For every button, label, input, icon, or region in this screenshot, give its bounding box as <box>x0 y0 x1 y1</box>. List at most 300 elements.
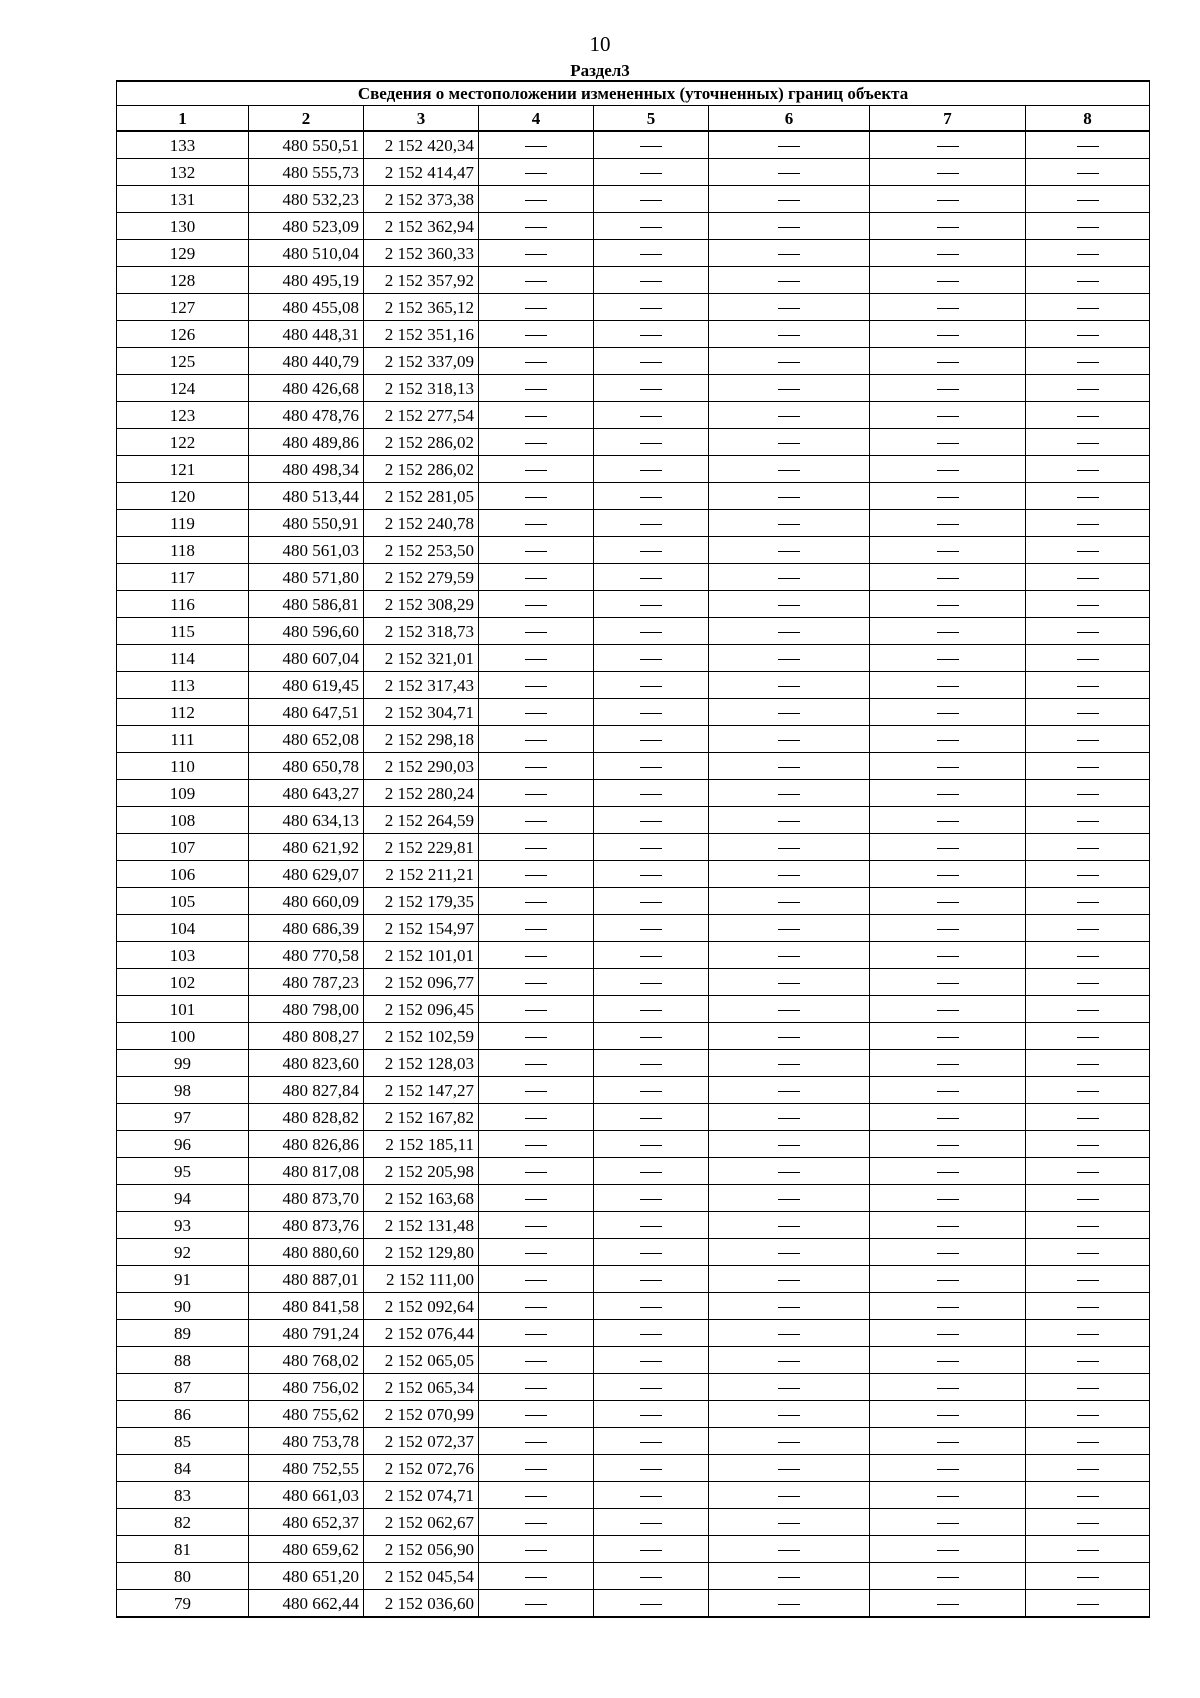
empty-cell <box>594 402 709 429</box>
dash-mark <box>525 1118 547 1119</box>
point-number-cell: 126 <box>117 321 249 348</box>
dash-mark <box>778 902 800 903</box>
empty-cell <box>479 1374 594 1401</box>
empty-cell <box>870 1590 1026 1618</box>
empty-cell <box>479 375 594 402</box>
dash-mark <box>525 1199 547 1200</box>
point-number-cell: 84 <box>117 1455 249 1482</box>
table-row <box>117 240 1150 267</box>
empty-cell <box>1026 1590 1150 1618</box>
dash-mark <box>937 1550 959 1551</box>
dash-mark <box>525 416 547 417</box>
empty-cell <box>1026 186 1150 213</box>
point-number-cell: 94 <box>117 1185 249 1212</box>
column-header: 3 <box>364 106 479 132</box>
dash-mark <box>525 389 547 390</box>
table-row <box>117 564 1150 591</box>
dash-mark <box>1077 1496 1099 1497</box>
empty-cell <box>479 456 594 483</box>
empty-cell <box>709 1293 870 1320</box>
empty-cell <box>594 1077 709 1104</box>
empty-cell <box>594 1347 709 1374</box>
empty-cell <box>1026 1455 1150 1482</box>
dash-mark <box>525 551 547 552</box>
empty-cell <box>709 456 870 483</box>
x-coordinate-cell: 480 828,82 <box>249 1104 364 1131</box>
dash-mark <box>778 929 800 930</box>
dash-mark <box>525 173 547 174</box>
empty-cell <box>479 1023 594 1050</box>
point-number-cell: 106 <box>117 861 249 888</box>
dash-mark <box>640 1010 662 1011</box>
dash-mark <box>937 902 959 903</box>
x-coordinate-cell: 480 510,04 <box>249 240 364 267</box>
dash-mark <box>525 470 547 471</box>
y-coordinate-cell: 2 152 072,76 <box>364 1455 479 1482</box>
empty-cell <box>594 564 709 591</box>
table-row <box>117 618 1150 645</box>
dash-mark <box>640 821 662 822</box>
empty-cell <box>594 537 709 564</box>
dash-mark <box>778 443 800 444</box>
y-coordinate-cell: 2 152 279,59 <box>364 564 479 591</box>
table-row <box>117 375 1150 402</box>
empty-cell <box>709 483 870 510</box>
dash-mark <box>525 443 547 444</box>
empty-cell <box>479 996 594 1023</box>
point-number-cell: 132 <box>117 159 249 186</box>
dash-mark <box>778 1496 800 1497</box>
empty-cell <box>1026 807 1150 834</box>
empty-cell <box>709 1023 870 1050</box>
empty-cell <box>594 1509 709 1536</box>
dash-mark <box>640 1118 662 1119</box>
empty-cell <box>594 591 709 618</box>
empty-cell <box>479 672 594 699</box>
dash-mark <box>778 1037 800 1038</box>
dash-mark <box>778 1334 800 1335</box>
y-coordinate-cell: 2 152 096,77 <box>364 969 479 996</box>
dash-mark <box>640 362 662 363</box>
empty-cell <box>1026 1347 1150 1374</box>
dash-mark <box>937 983 959 984</box>
column-number-row <box>117 106 1150 132</box>
empty-cell <box>709 294 870 321</box>
point-number-cell: 118 <box>117 537 249 564</box>
table-row <box>117 294 1150 321</box>
y-coordinate-cell: 2 152 045,54 <box>364 1563 479 1590</box>
empty-cell <box>594 159 709 186</box>
point-number-cell: 108 <box>117 807 249 834</box>
empty-cell <box>479 726 594 753</box>
empty-cell <box>870 1266 1026 1293</box>
empty-cell <box>479 1104 594 1131</box>
x-coordinate-cell: 480 448,31 <box>249 321 364 348</box>
empty-cell <box>594 1590 709 1618</box>
x-coordinate-cell: 480 686,39 <box>249 915 364 942</box>
x-coordinate-cell: 480 768,02 <box>249 1347 364 1374</box>
dash-mark <box>525 524 547 525</box>
empty-cell <box>709 213 870 240</box>
dash-mark <box>1077 1010 1099 1011</box>
empty-cell <box>479 267 594 294</box>
dash-mark <box>1077 1037 1099 1038</box>
point-number-cell: 79 <box>117 1590 249 1618</box>
x-coordinate-cell: 480 651,20 <box>249 1563 364 1590</box>
empty-cell <box>870 1023 1026 1050</box>
empty-cell <box>709 159 870 186</box>
dash-mark <box>937 308 959 309</box>
dash-mark <box>640 740 662 741</box>
dash-mark <box>1077 1469 1099 1470</box>
empty-cell <box>709 996 870 1023</box>
point-number-cell: 97 <box>117 1104 249 1131</box>
empty-cell <box>870 294 1026 321</box>
empty-cell <box>709 240 870 267</box>
x-coordinate-cell: 480 823,60 <box>249 1050 364 1077</box>
empty-cell <box>870 1536 1026 1563</box>
dash-mark <box>778 686 800 687</box>
dash-mark <box>525 956 547 957</box>
table-row <box>117 321 1150 348</box>
y-coordinate-cell: 2 152 096,45 <box>364 996 479 1023</box>
empty-cell <box>870 807 1026 834</box>
y-coordinate-cell: 2 152 317,43 <box>364 672 479 699</box>
y-coordinate-cell: 2 152 298,18 <box>364 726 479 753</box>
empty-cell <box>1026 672 1150 699</box>
dash-mark <box>778 146 800 147</box>
empty-cell <box>594 834 709 861</box>
dash-mark <box>525 335 547 336</box>
dash-mark <box>640 929 662 930</box>
y-coordinate-cell: 2 152 304,71 <box>364 699 479 726</box>
dash-mark <box>525 281 547 282</box>
dash-mark <box>640 1253 662 1254</box>
point-number-cell: 114 <box>117 645 249 672</box>
table-body <box>117 131 1150 1617</box>
dash-mark <box>525 902 547 903</box>
y-coordinate-cell: 2 152 211,21 <box>364 861 479 888</box>
empty-cell <box>479 429 594 456</box>
dash-mark <box>937 632 959 633</box>
empty-cell <box>1026 699 1150 726</box>
empty-cell <box>709 1077 870 1104</box>
empty-cell <box>709 1482 870 1509</box>
y-coordinate-cell: 2 152 414,47 <box>364 159 479 186</box>
empty-cell <box>479 294 594 321</box>
empty-cell <box>594 942 709 969</box>
empty-cell <box>709 1212 870 1239</box>
dash-mark <box>525 875 547 876</box>
dash-mark <box>525 821 547 822</box>
y-coordinate-cell: 2 152 179,35 <box>364 888 479 915</box>
empty-cell <box>709 915 870 942</box>
dash-mark <box>1077 713 1099 714</box>
y-coordinate-cell: 2 152 318,13 <box>364 375 479 402</box>
point-number-cell: 81 <box>117 1536 249 1563</box>
x-coordinate-cell: 480 755,62 <box>249 1401 364 1428</box>
empty-cell <box>709 321 870 348</box>
dash-mark <box>640 659 662 660</box>
dash-mark <box>1077 389 1099 390</box>
empty-cell <box>1026 1158 1150 1185</box>
dash-mark <box>778 632 800 633</box>
empty-cell <box>1026 564 1150 591</box>
empty-cell <box>1026 348 1150 375</box>
dash-mark <box>640 1469 662 1470</box>
x-coordinate-cell: 480 659,62 <box>249 1536 364 1563</box>
empty-cell <box>1026 645 1150 672</box>
empty-cell <box>1026 1401 1150 1428</box>
empty-cell <box>709 375 870 402</box>
table-row <box>117 1428 1150 1455</box>
point-number-cell: 129 <box>117 240 249 267</box>
empty-cell <box>1026 131 1150 159</box>
dash-mark <box>525 1226 547 1227</box>
column-header: 6 <box>709 106 870 132</box>
dash-mark <box>778 1469 800 1470</box>
empty-cell <box>594 1536 709 1563</box>
empty-cell <box>479 1131 594 1158</box>
empty-cell <box>1026 267 1150 294</box>
empty-cell <box>594 240 709 267</box>
table-row <box>117 1482 1150 1509</box>
x-coordinate-cell: 480 523,09 <box>249 213 364 240</box>
point-number-cell: 109 <box>117 780 249 807</box>
dash-mark <box>1077 578 1099 579</box>
dash-mark <box>937 821 959 822</box>
dash-mark <box>525 686 547 687</box>
dash-mark <box>640 146 662 147</box>
empty-cell <box>709 1401 870 1428</box>
x-coordinate-cell: 480 561,03 <box>249 537 364 564</box>
empty-cell <box>1026 1293 1150 1320</box>
dash-mark <box>937 1577 959 1578</box>
dash-mark <box>525 1334 547 1335</box>
y-coordinate-cell: 2 152 373,38 <box>364 186 479 213</box>
section-title: Раздел3 <box>570 61 630 80</box>
empty-cell <box>1026 1077 1150 1104</box>
dash-mark <box>1077 794 1099 795</box>
dash-mark <box>937 1145 959 1146</box>
empty-cell <box>870 1050 1026 1077</box>
empty-cell <box>479 1185 594 1212</box>
dash-mark <box>525 1010 547 1011</box>
empty-cell <box>479 888 594 915</box>
empty-cell <box>594 618 709 645</box>
empty-cell <box>479 699 594 726</box>
dash-mark <box>525 767 547 768</box>
dash-mark <box>778 1442 800 1443</box>
dash-mark <box>937 1199 959 1200</box>
empty-cell <box>594 996 709 1023</box>
empty-cell <box>709 699 870 726</box>
column-header: 2 <box>249 106 364 132</box>
dash-mark <box>937 1523 959 1524</box>
dash-mark <box>778 173 800 174</box>
empty-cell <box>479 483 594 510</box>
empty-cell <box>479 1509 594 1536</box>
dash-mark <box>937 767 959 768</box>
empty-cell <box>1026 1428 1150 1455</box>
x-coordinate-cell: 480 787,23 <box>249 969 364 996</box>
dash-mark <box>640 1199 662 1200</box>
point-number-cell: 89 <box>117 1320 249 1347</box>
dash-mark <box>778 551 800 552</box>
empty-cell <box>1026 429 1150 456</box>
dash-mark <box>937 740 959 741</box>
empty-cell <box>1026 1320 1150 1347</box>
dash-mark <box>937 362 959 363</box>
dash-mark <box>525 1415 547 1416</box>
dash-mark <box>937 1064 959 1065</box>
dash-mark <box>1077 335 1099 336</box>
y-coordinate-cell: 2 152 277,54 <box>364 402 479 429</box>
x-coordinate-cell: 480 455,08 <box>249 294 364 321</box>
dash-mark <box>937 281 959 282</box>
empty-cell <box>479 618 594 645</box>
point-number-cell: 113 <box>117 672 249 699</box>
dash-mark <box>937 335 959 336</box>
table-row <box>117 942 1150 969</box>
dash-mark <box>525 1172 547 1173</box>
dash-mark <box>525 1523 547 1524</box>
dash-mark <box>525 146 547 147</box>
empty-cell <box>1026 1482 1150 1509</box>
x-coordinate-cell: 480 571,80 <box>249 564 364 591</box>
dash-mark <box>640 200 662 201</box>
empty-cell <box>870 321 1026 348</box>
y-coordinate-cell: 2 152 318,73 <box>364 618 479 645</box>
x-coordinate-cell: 480 652,37 <box>249 1509 364 1536</box>
empty-cell <box>709 402 870 429</box>
dash-mark <box>640 1226 662 1227</box>
table-row <box>117 1563 1150 1590</box>
empty-cell <box>594 1455 709 1482</box>
point-number-cell: 86 <box>117 1401 249 1428</box>
x-coordinate-cell: 480 808,27 <box>249 1023 364 1050</box>
dash-mark <box>1077 416 1099 417</box>
empty-cell <box>709 645 870 672</box>
empty-cell <box>1026 1563 1150 1590</box>
empty-cell <box>594 1104 709 1131</box>
y-coordinate-cell: 2 152 229,81 <box>364 834 479 861</box>
dash-mark <box>1077 227 1099 228</box>
dash-mark <box>1077 1361 1099 1362</box>
empty-cell <box>594 1320 709 1347</box>
y-coordinate-cell: 2 152 102,59 <box>364 1023 479 1050</box>
y-coordinate-cell: 2 152 286,02 <box>364 429 479 456</box>
dash-mark <box>640 1496 662 1497</box>
table-row <box>117 1320 1150 1347</box>
dash-mark <box>778 1199 800 1200</box>
table-row <box>117 699 1150 726</box>
x-coordinate-cell: 480 489,86 <box>249 429 364 456</box>
empty-cell <box>1026 996 1150 1023</box>
table-row <box>117 429 1150 456</box>
point-number-cell: 100 <box>117 1023 249 1050</box>
empty-cell <box>1026 780 1150 807</box>
empty-cell <box>479 1590 594 1618</box>
x-coordinate-cell: 480 586,81 <box>249 591 364 618</box>
x-coordinate-cell: 480 440,79 <box>249 348 364 375</box>
y-coordinate-cell: 2 152 205,98 <box>364 1158 479 1185</box>
dash-mark <box>640 281 662 282</box>
column-header: 4 <box>479 106 594 132</box>
point-number-cell: 125 <box>117 348 249 375</box>
empty-cell <box>870 456 1026 483</box>
point-number-cell: 107 <box>117 834 249 861</box>
dash-mark <box>525 362 547 363</box>
empty-cell <box>479 591 594 618</box>
dash-mark <box>778 1253 800 1254</box>
dash-mark <box>778 1523 800 1524</box>
dash-mark <box>778 1145 800 1146</box>
empty-cell <box>870 1212 1026 1239</box>
point-number-cell: 96 <box>117 1131 249 1158</box>
point-number-cell: 121 <box>117 456 249 483</box>
dash-mark <box>640 308 662 309</box>
dash-mark <box>525 794 547 795</box>
dash-mark <box>640 1442 662 1443</box>
dash-mark <box>937 1037 959 1038</box>
empty-cell <box>479 1320 594 1347</box>
dash-mark <box>1077 146 1099 147</box>
empty-cell <box>594 699 709 726</box>
point-number-cell: 88 <box>117 1347 249 1374</box>
dash-mark <box>937 1091 959 1092</box>
dash-mark <box>640 497 662 498</box>
dash-mark <box>640 1577 662 1578</box>
y-coordinate-cell: 2 152 062,67 <box>364 1509 479 1536</box>
x-coordinate-cell: 480 873,76 <box>249 1212 364 1239</box>
empty-cell <box>709 1509 870 1536</box>
dash-mark <box>937 659 959 660</box>
table-row <box>117 888 1150 915</box>
dash-mark <box>525 497 547 498</box>
dash-mark <box>778 605 800 606</box>
x-coordinate-cell: 480 770,58 <box>249 942 364 969</box>
empty-cell <box>709 807 870 834</box>
table-row <box>117 1050 1150 1077</box>
x-coordinate-cell: 480 426,68 <box>249 375 364 402</box>
dash-mark <box>640 1550 662 1551</box>
table-row <box>117 726 1150 753</box>
point-number-cell: 115 <box>117 618 249 645</box>
dash-mark <box>525 1577 547 1578</box>
dash-mark <box>640 173 662 174</box>
empty-cell <box>870 1482 1026 1509</box>
empty-cell <box>870 213 1026 240</box>
dash-mark <box>1077 254 1099 255</box>
x-coordinate-cell: 480 629,07 <box>249 861 364 888</box>
empty-cell <box>594 1428 709 1455</box>
dash-mark <box>778 1388 800 1389</box>
dash-mark <box>525 1604 547 1605</box>
empty-cell <box>709 537 870 564</box>
point-number-cell: 131 <box>117 186 249 213</box>
column-header: 7 <box>870 106 1026 132</box>
dash-mark <box>525 740 547 741</box>
empty-cell <box>479 213 594 240</box>
dash-mark <box>525 929 547 930</box>
x-coordinate-cell: 480 619,45 <box>249 672 364 699</box>
empty-cell <box>870 753 1026 780</box>
empty-cell <box>870 591 1026 618</box>
table-row <box>117 807 1150 834</box>
y-coordinate-cell: 2 152 128,03 <box>364 1050 479 1077</box>
empty-cell <box>709 131 870 159</box>
